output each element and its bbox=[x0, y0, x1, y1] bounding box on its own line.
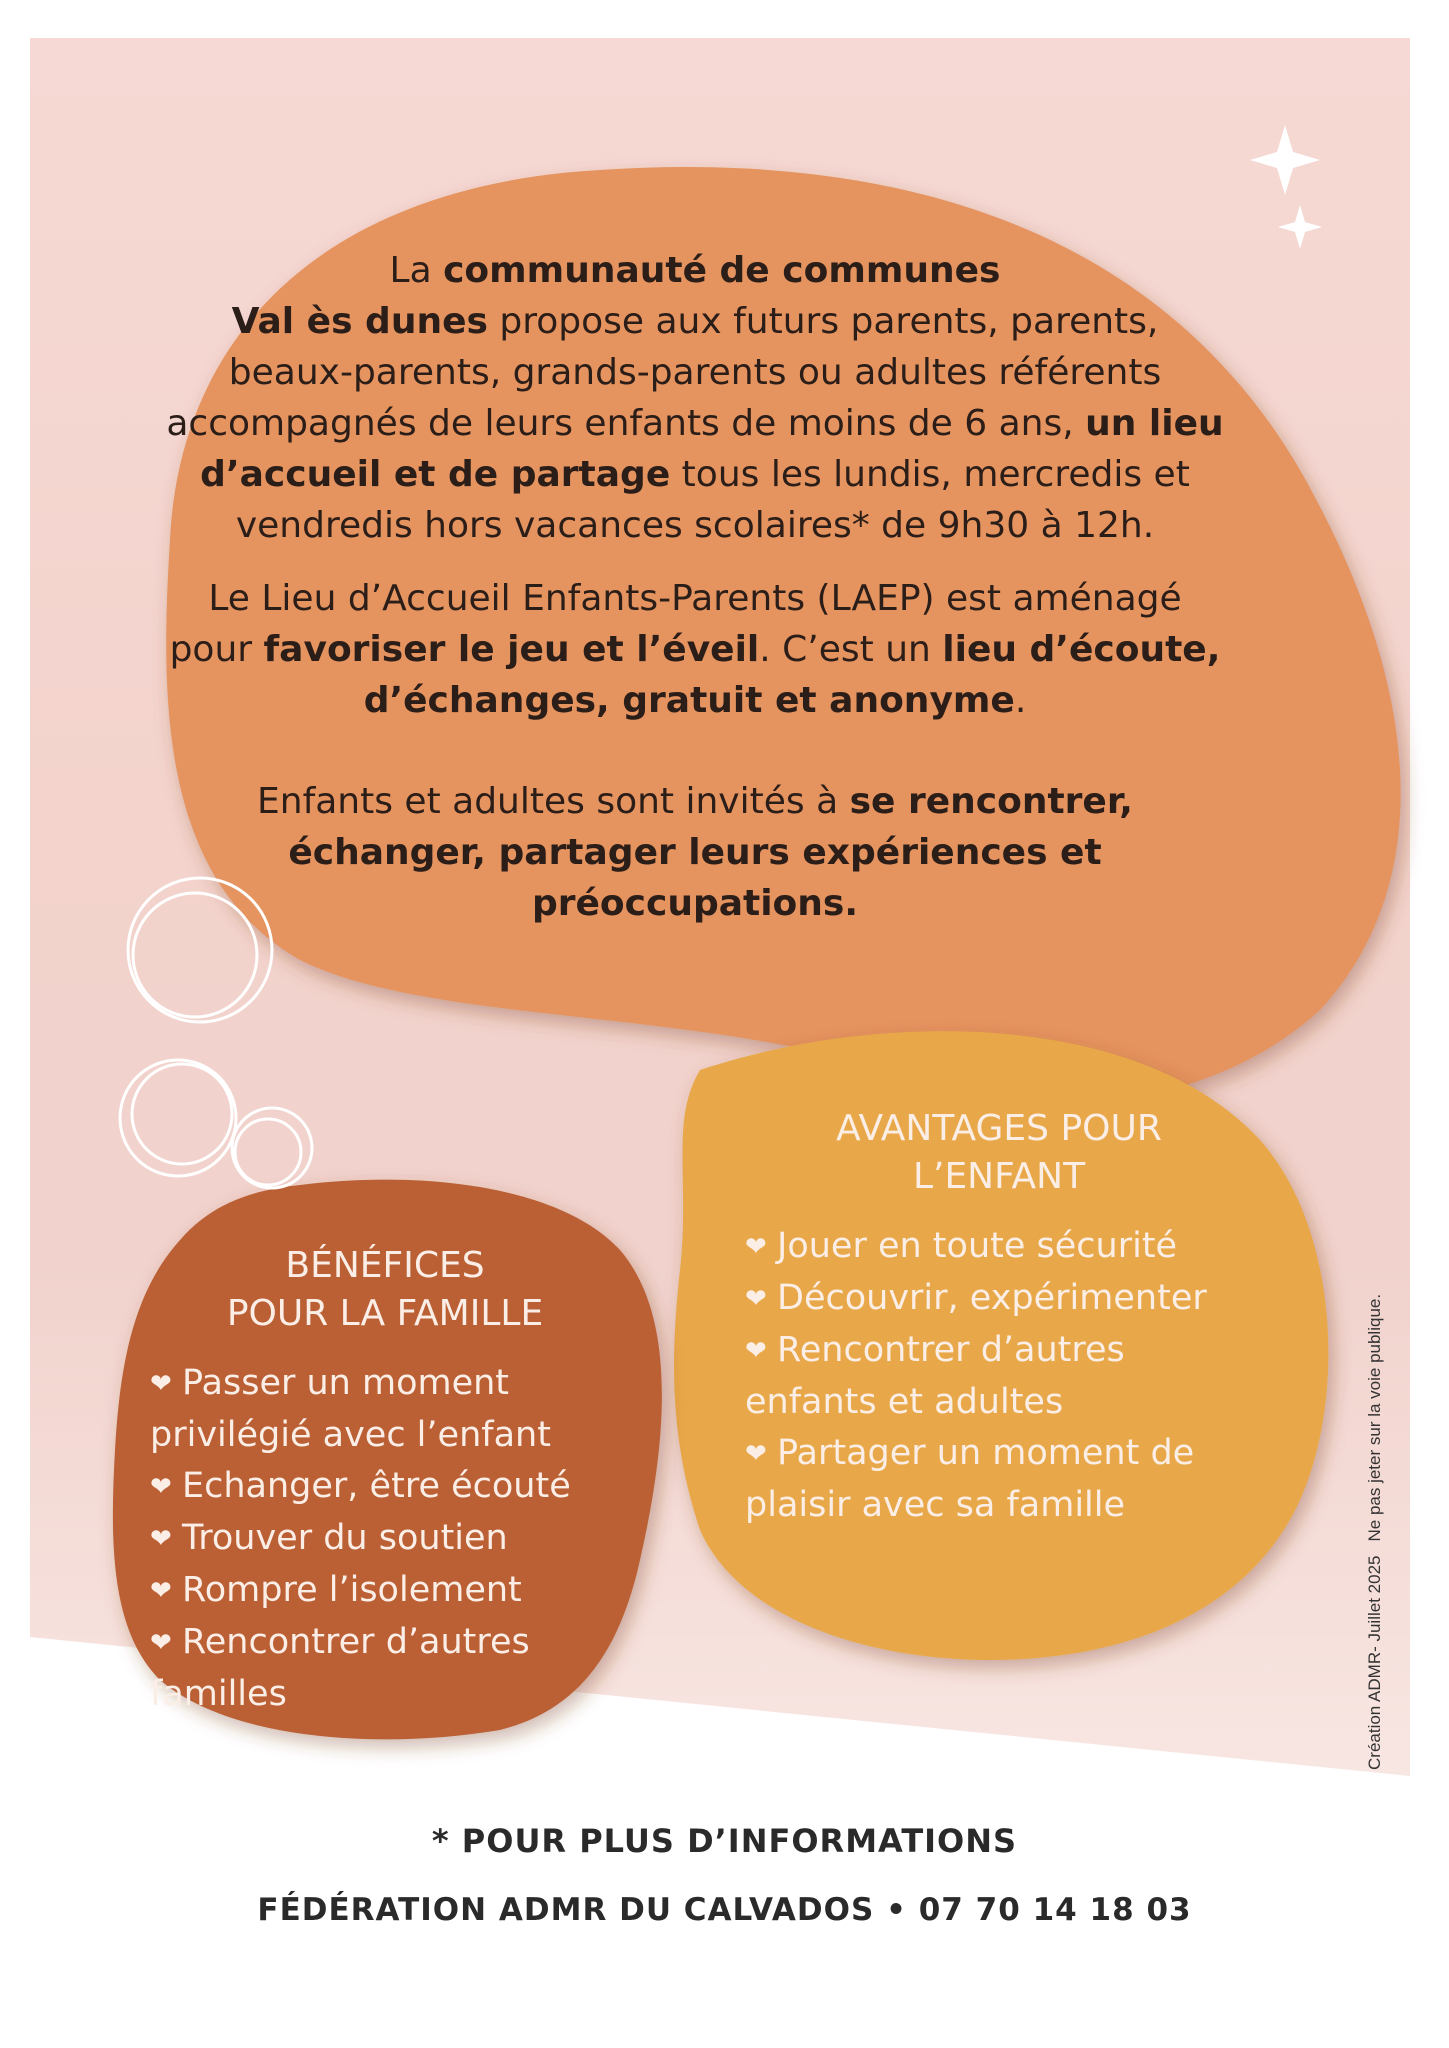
highlight-communaute: communauté de communes bbox=[443, 250, 1001, 291]
enfant-title: AVANTAGES POUR L’ENFANT bbox=[836, 1108, 1162, 1197]
list-item: ❤ Passer un moment privilégié avec l’enfant bbox=[150, 1358, 620, 1461]
famille-benefits-box bbox=[150, 1242, 620, 1720]
heart-icon: ❤ bbox=[745, 1439, 767, 1469]
list-item: ❤ Découvrir, expérimenter bbox=[745, 1273, 1265, 1325]
intro-text bbox=[165, 245, 1225, 929]
heart-icon: ❤ bbox=[745, 1284, 767, 1314]
famille-title: BÉNÉFICES POUR LA FAMILLE bbox=[226, 1245, 544, 1334]
intro-paragraph-1: La communauté de communes Val ès dunes propose aux futurs parents, parents, beaux-parents, grands-parents ou adultes référents accompagnés de leurs enfants de moins de 6 ans, un lieu d’accueil et de partage tous les lundis, mercredis et vendredis hors vacances scolaires* de 9h30 à 12h. bbox=[166, 250, 1224, 546]
contact-line: FÉDÉRATION ADMR DU CALVADOS • 07 70 14 18 03 bbox=[257, 1892, 1192, 1928]
heart-icon: ❤ bbox=[745, 1336, 767, 1366]
heart-icon: ❤ bbox=[150, 1628, 172, 1658]
highlight-jeu-eveil: favoriser le jeu et l’éveil bbox=[263, 629, 760, 670]
heart-icon: ❤ bbox=[150, 1472, 172, 1502]
highlight-val-es-dunes: Val ès dunes bbox=[231, 301, 488, 342]
litter-notice: Ne pas jeter sur la voie publique. bbox=[1365, 1293, 1384, 1542]
famille-benefits-list bbox=[150, 1358, 620, 1720]
enfant-advantages-list bbox=[745, 1221, 1265, 1531]
intro-paragraph-2: Le Lieu d’Accueil Enfants-Parents (LAEP) est aménagé pour favoriser le jeu et l’éveil. C’est un lieu d’écoute, d’échanges, gratuit et anonyme. bbox=[169, 578, 1221, 721]
list-item: ❤ Trouver du soutien bbox=[150, 1513, 620, 1565]
enfant-advantages-box bbox=[745, 1105, 1265, 1531]
list-item: ❤ Jouer en toute sécurité bbox=[745, 1221, 1265, 1273]
list-item: ❤ Rompre l’isolement bbox=[150, 1565, 620, 1617]
sparkle-icon bbox=[1250, 125, 1322, 249]
side-credit bbox=[1365, 1294, 1385, 1770]
highlight-lieu-accueil: un lieu d’accueil et de partage bbox=[200, 403, 1224, 495]
intro-paragraph-3: Enfants et adultes sont invités à se rencontrer, échanger, partager leurs expériences et préoccupations. bbox=[257, 781, 1133, 924]
highlight-rencontrer: se rencontrer, échanger, partager leurs expériences et préoccupations. bbox=[288, 781, 1133, 924]
list-item: ❤ Rencontrer d’autres familles bbox=[150, 1617, 620, 1720]
list-item: ❤ Rencontrer d’autres enfants et adultes bbox=[745, 1325, 1265, 1428]
heart-icon: ❤ bbox=[150, 1369, 172, 1399]
highlight-lieu-ecoute: lieu d’écoute, d’échanges, gratuit et anonyme bbox=[363, 629, 1221, 721]
more-info-heading: * POUR PLUS D’INFORMATIONS bbox=[431, 1822, 1018, 1860]
heart-icon: ❤ bbox=[150, 1576, 172, 1606]
list-item: ❤ Echanger, être écouté bbox=[150, 1461, 620, 1513]
heart-icon: ❤ bbox=[745, 1232, 767, 1262]
list-item: ❤ Partager un moment de plaisir avec sa famille bbox=[745, 1428, 1265, 1531]
credit-text: Création ADMR- Juillet 2025 bbox=[1365, 1555, 1384, 1770]
heart-icon: ❤ bbox=[150, 1524, 172, 1554]
